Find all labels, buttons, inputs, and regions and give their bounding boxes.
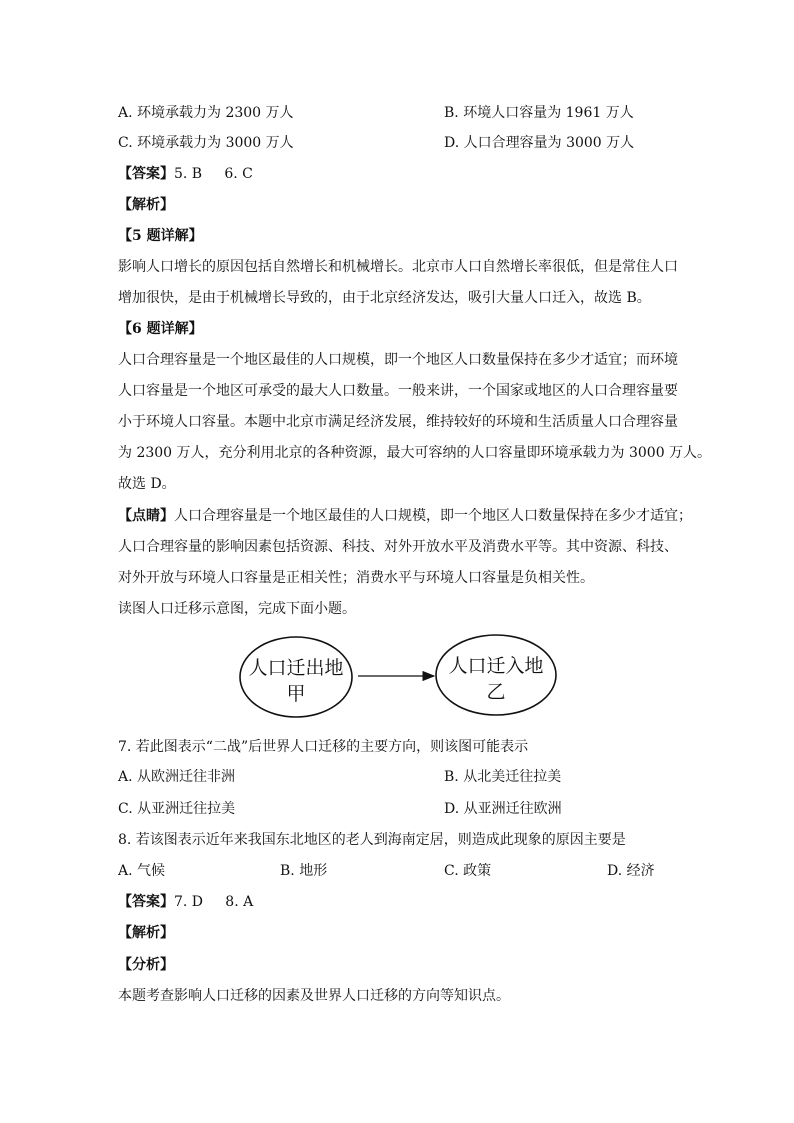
- intro-text: 读图人口迁移示意图，完成下面小题。: [118, 601, 356, 617]
- q7-option-c: C. 从亚洲迁往拉美: [118, 801, 236, 817]
- option-c: C. 环境承载力为 3000 万人: [118, 135, 294, 151]
- dianjing-line-2: 人口合理容量的影响因素包括资源、科技、对外开放水平及消费水平等。其中资源、科技、: [118, 539, 678, 555]
- fenxi-text: 本题考查影响人口迁移的因素及世界人口迁移的方向等知识点。: [118, 988, 510, 1004]
- q8-option-b: B. 地形: [280, 863, 328, 879]
- detail-5-line-1: 影响人口增长的原因包括自然增长和机械增长。北京市人口自然增长率很低，但是常住人口: [118, 259, 678, 275]
- migration-diagram: [238, 634, 558, 720]
- q7-option-a: A. 从欧洲迁往非洲: [118, 769, 236, 785]
- detail-6-heading: 【6 题详解】: [118, 321, 203, 337]
- option-d: D. 人口合理容量为 3000 万人: [444, 135, 635, 151]
- q8-option-d: D. 经济: [607, 863, 655, 879]
- detail-6-line-4: 为 2300 万人，充分利用北京的各种资源，最大可容纳的人口容量即环境承载力为 3000 万人。: [118, 445, 712, 461]
- detail-5-heading: 【5 题详解】: [118, 228, 203, 244]
- q8-option-c: C. 政策: [444, 863, 492, 879]
- q7-option-d: D. 从亚洲迁往欧洲: [444, 801, 562, 817]
- option-row-ab: [118, 103, 678, 123]
- answer-line-2: [118, 892, 253, 912]
- q7-row-cd: [118, 799, 678, 819]
- detail-6-line-5: 故选 D。: [118, 476, 176, 492]
- q7-row-ab: [118, 767, 678, 787]
- origin-label-2: 甲: [286, 683, 306, 705]
- detail-6-line-3: 小于环境人口容量。本题中北京市满足经济发展，维持较好的环境和生活质量人口合理容量: [118, 414, 678, 430]
- q7-option-b: B. 从北美迁往拉美: [444, 769, 562, 785]
- destination-label-1: 人口迁入地: [448, 655, 544, 677]
- dianjing-line-3: 对外开放与环境人口容量是正相关性；消费水平与环境人口容量是负相关性。: [118, 570, 594, 586]
- dianjing-text-1: 人口合理容量是一个地区最佳的人口规模，即一个地区人口数量保持在多少才适宜；: [174, 508, 692, 524]
- detail-6-line-2: 人口容量是一个地区可承受的最大人口数量。一般来讲，一个国家或地区的人口合理容量要: [118, 383, 678, 399]
- q8-options: [118, 861, 678, 881]
- destination-label-2: 乙: [486, 681, 506, 703]
- origin-label-1: 人口迁出地: [248, 657, 344, 679]
- q8-stem: 8. 若该图表示近年来我国东北地区的老人到海南定居，则造成此现象的原因主要是: [118, 832, 626, 848]
- dianjing-line-1: [118, 506, 692, 526]
- answer-label: 【答案】: [118, 166, 174, 182]
- detail-6-line-1: 人口合理容量是一个地区最佳的人口规模，即一个地区人口数量保持在多少才适宜；而环境: [118, 352, 678, 368]
- answer-label-2: 【答案】: [118, 894, 174, 910]
- analysis-heading-1: 【解析】: [118, 197, 174, 213]
- analysis-heading-2: 【解析】: [118, 925, 174, 941]
- q7-stem: 7. 若此图表示“二战”后世界人口迁移的主要方向，则该图可能表示: [118, 739, 529, 755]
- answer-text-2: 7. D 8. A: [174, 894, 254, 910]
- answer-line-1: [118, 164, 253, 184]
- dianjing-label: 【点睛】: [118, 508, 174, 524]
- option-row-cd: [118, 133, 678, 153]
- q8-option-a: A. 气候: [118, 863, 166, 879]
- option-b: B. 环境人口容量为 1961 万人: [444, 105, 634, 121]
- option-a: A. 环境承载力为 2300 万人: [118, 105, 294, 121]
- fenxi-heading: 【分析】: [118, 957, 174, 973]
- detail-5-line-2: 增加很快，是由于机械增长导致的，由于北京经济发达，吸引大量人口迁入，故选 B。: [118, 290, 651, 306]
- answer-text: 5. B 6. C: [174, 166, 253, 182]
